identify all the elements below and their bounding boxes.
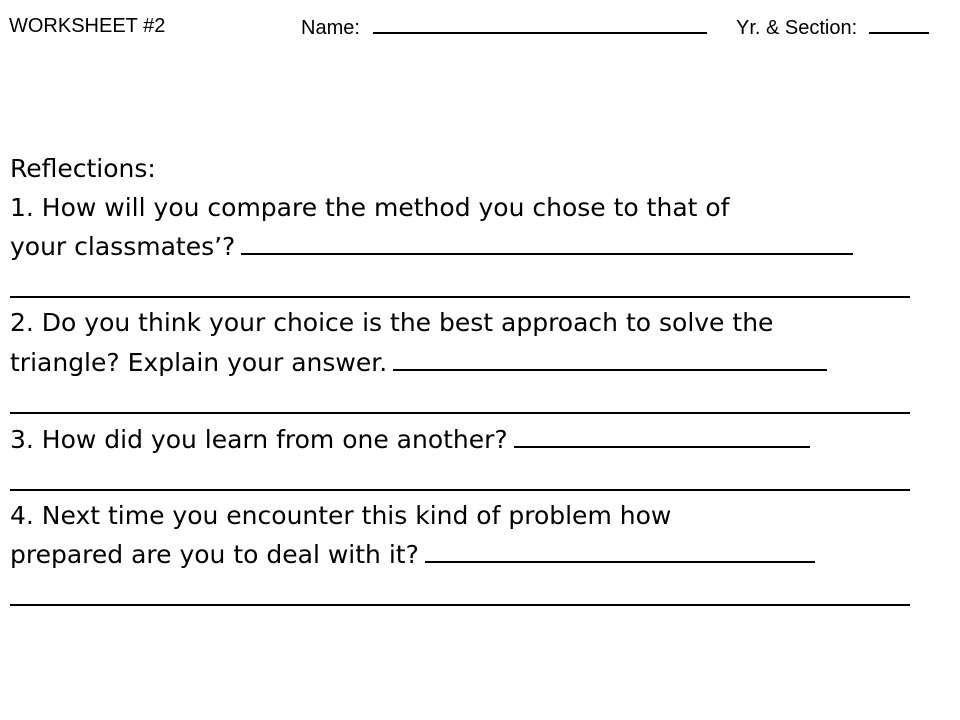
question-4-line-1 [10,497,920,536]
question-2-answer-rule[interactable] [10,412,910,414]
question-2-text: 2. Do you think your choice is the best approach to solve the [10,308,774,337]
question-2-line-1 [10,304,920,343]
question-3-answer-blank[interactable] [514,420,810,448]
question-2-answer-line [10,381,920,420]
question-4-answer-line [10,574,920,613]
question-2-answer-blank[interactable] [393,343,827,371]
worksheet-header [9,10,951,42]
section-blank[interactable] [869,10,929,34]
name-blank[interactable] [373,10,707,34]
question-4-line-2 [10,535,920,574]
question-3-text: 3. How did you learn from one another? [10,424,508,454]
reflections-title-line [10,150,920,189]
question-3-line-1 [10,420,920,459]
reflections-title: Reflections: [10,154,156,183]
question-1-answer-rule[interactable] [10,296,910,298]
question-3-answer-line [10,458,920,497]
section-field-group [736,10,929,44]
question-1-answer-blank[interactable] [241,227,853,255]
question-2-text-cont: triangle? Explain your answer. [10,347,388,377]
question-1-text: 1. How will you compare the method you chose to that of [10,192,730,222]
reflections-section [10,150,920,612]
worksheet-number: WORKSHEET #2 [9,15,166,37]
question-4-text-cont: prepared are you to deal with it? [10,540,419,569]
question-2-line-2 [10,343,920,382]
question-3-answer-rule[interactable] [10,489,910,491]
section-label: Yr. & Section: [736,17,858,39]
question-1-line-2 [10,227,920,266]
question-4-text: 4. Next time you encounter this kind of problem how [10,500,672,530]
question-1-line-1 [10,189,920,228]
question-1-answer-line [10,266,920,305]
name-label: Name: [301,17,360,39]
question-4-answer-blank[interactable] [425,535,815,563]
name-field-group [301,10,707,44]
question-4-answer-rule[interactable] [10,604,910,606]
question-1-text-cont: your classmates’? [10,232,236,261]
